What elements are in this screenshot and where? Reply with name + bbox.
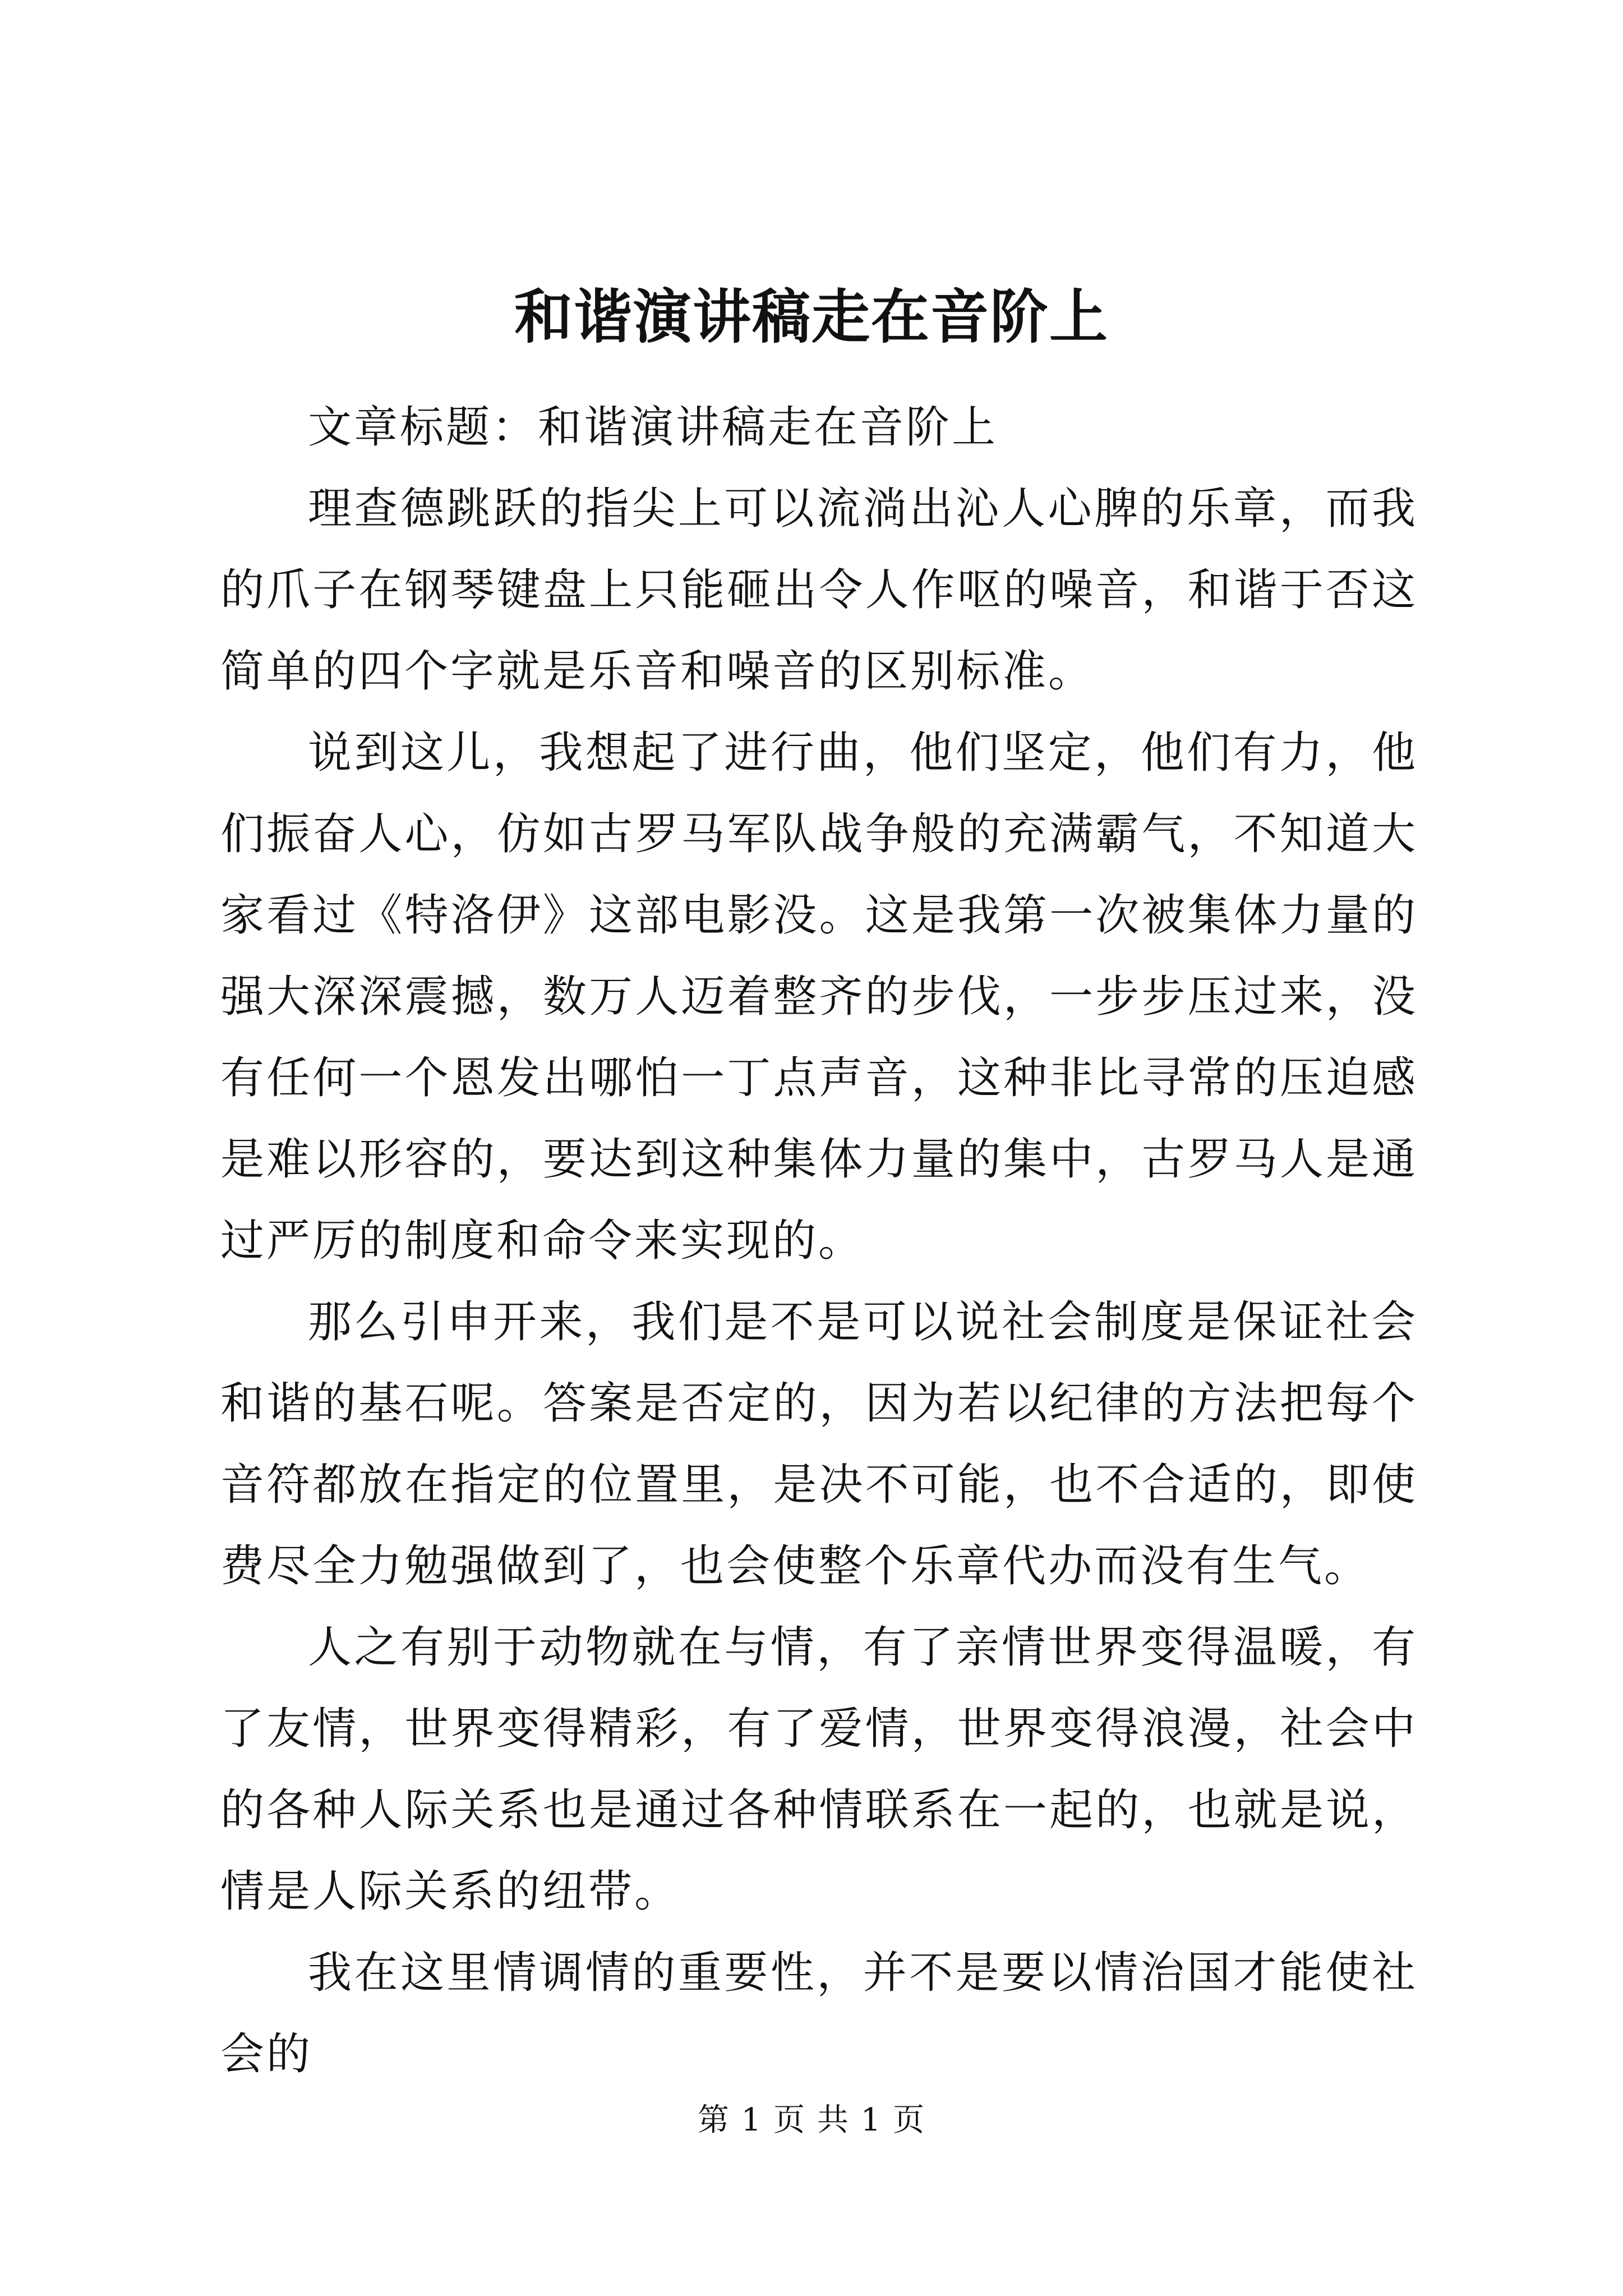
paragraph-1: 理查德跳跃的指尖上可以流淌出沁人心脾的乐章，而我的爪子在钢琴键盘上只能砸出令人作呕的噪音，和谐于否这简单的四个字就是乐音和噪音的区别标准。 — [220, 484, 1418, 697]
document-title: 和谐演讲稿走在音阶上 — [514, 282, 1109, 351]
document-body — [220, 387, 1418, 2095]
paragraph-5: 我在这里情调情的重要性，并不是要以情治国才能使社会的 — [220, 1948, 1418, 2079]
paragraph-article-title: 文章标题：和谐演讲稿走在音阶上 — [308, 402, 998, 453]
page-number-footer: 第 1 页 共 1 页 — [697, 2102, 926, 2138]
paragraph-2: 说到这儿，我想起了进行曲，他们坚定，他们有力，他们振奋人心，仿如古罗马军队战争般的充满霸气，不知道大家看过《特洛伊》这部电影没。这是我第一次被集体力量的强大深深震撼，数万人迈着整齐的步伐，一步步压过来，没有任何一个恩发出哪怕一丁点声音，这种非比寻常的压迫感是难以形容的，要达到这种集体力量的集中，古罗马人是通过严厉的制度和命令来实现的。 — [220, 728, 1418, 1266]
paragraph-3: 那么引申开来，我们是不是可以说社会制度是保证社会和谐的基石呢。答案是否定的，因为若以纪律的方法把每个音符都放在指定的位置里，是决不可能，也不合适的，即使费尽全力勉强做到了，也会使整个乐章代办而没有生气。 — [220, 1297, 1418, 1591]
paragraph-4: 人之有别于动物就在与情，有了亲情世界变得温暖，有了友情，世界变得精彩，有了爱情，世界变得浪漫，社会中的各种人际关系也是通过各种情联系在一起的，也就是说，情是人际关系的纽带。 — [220, 1622, 1418, 1917]
